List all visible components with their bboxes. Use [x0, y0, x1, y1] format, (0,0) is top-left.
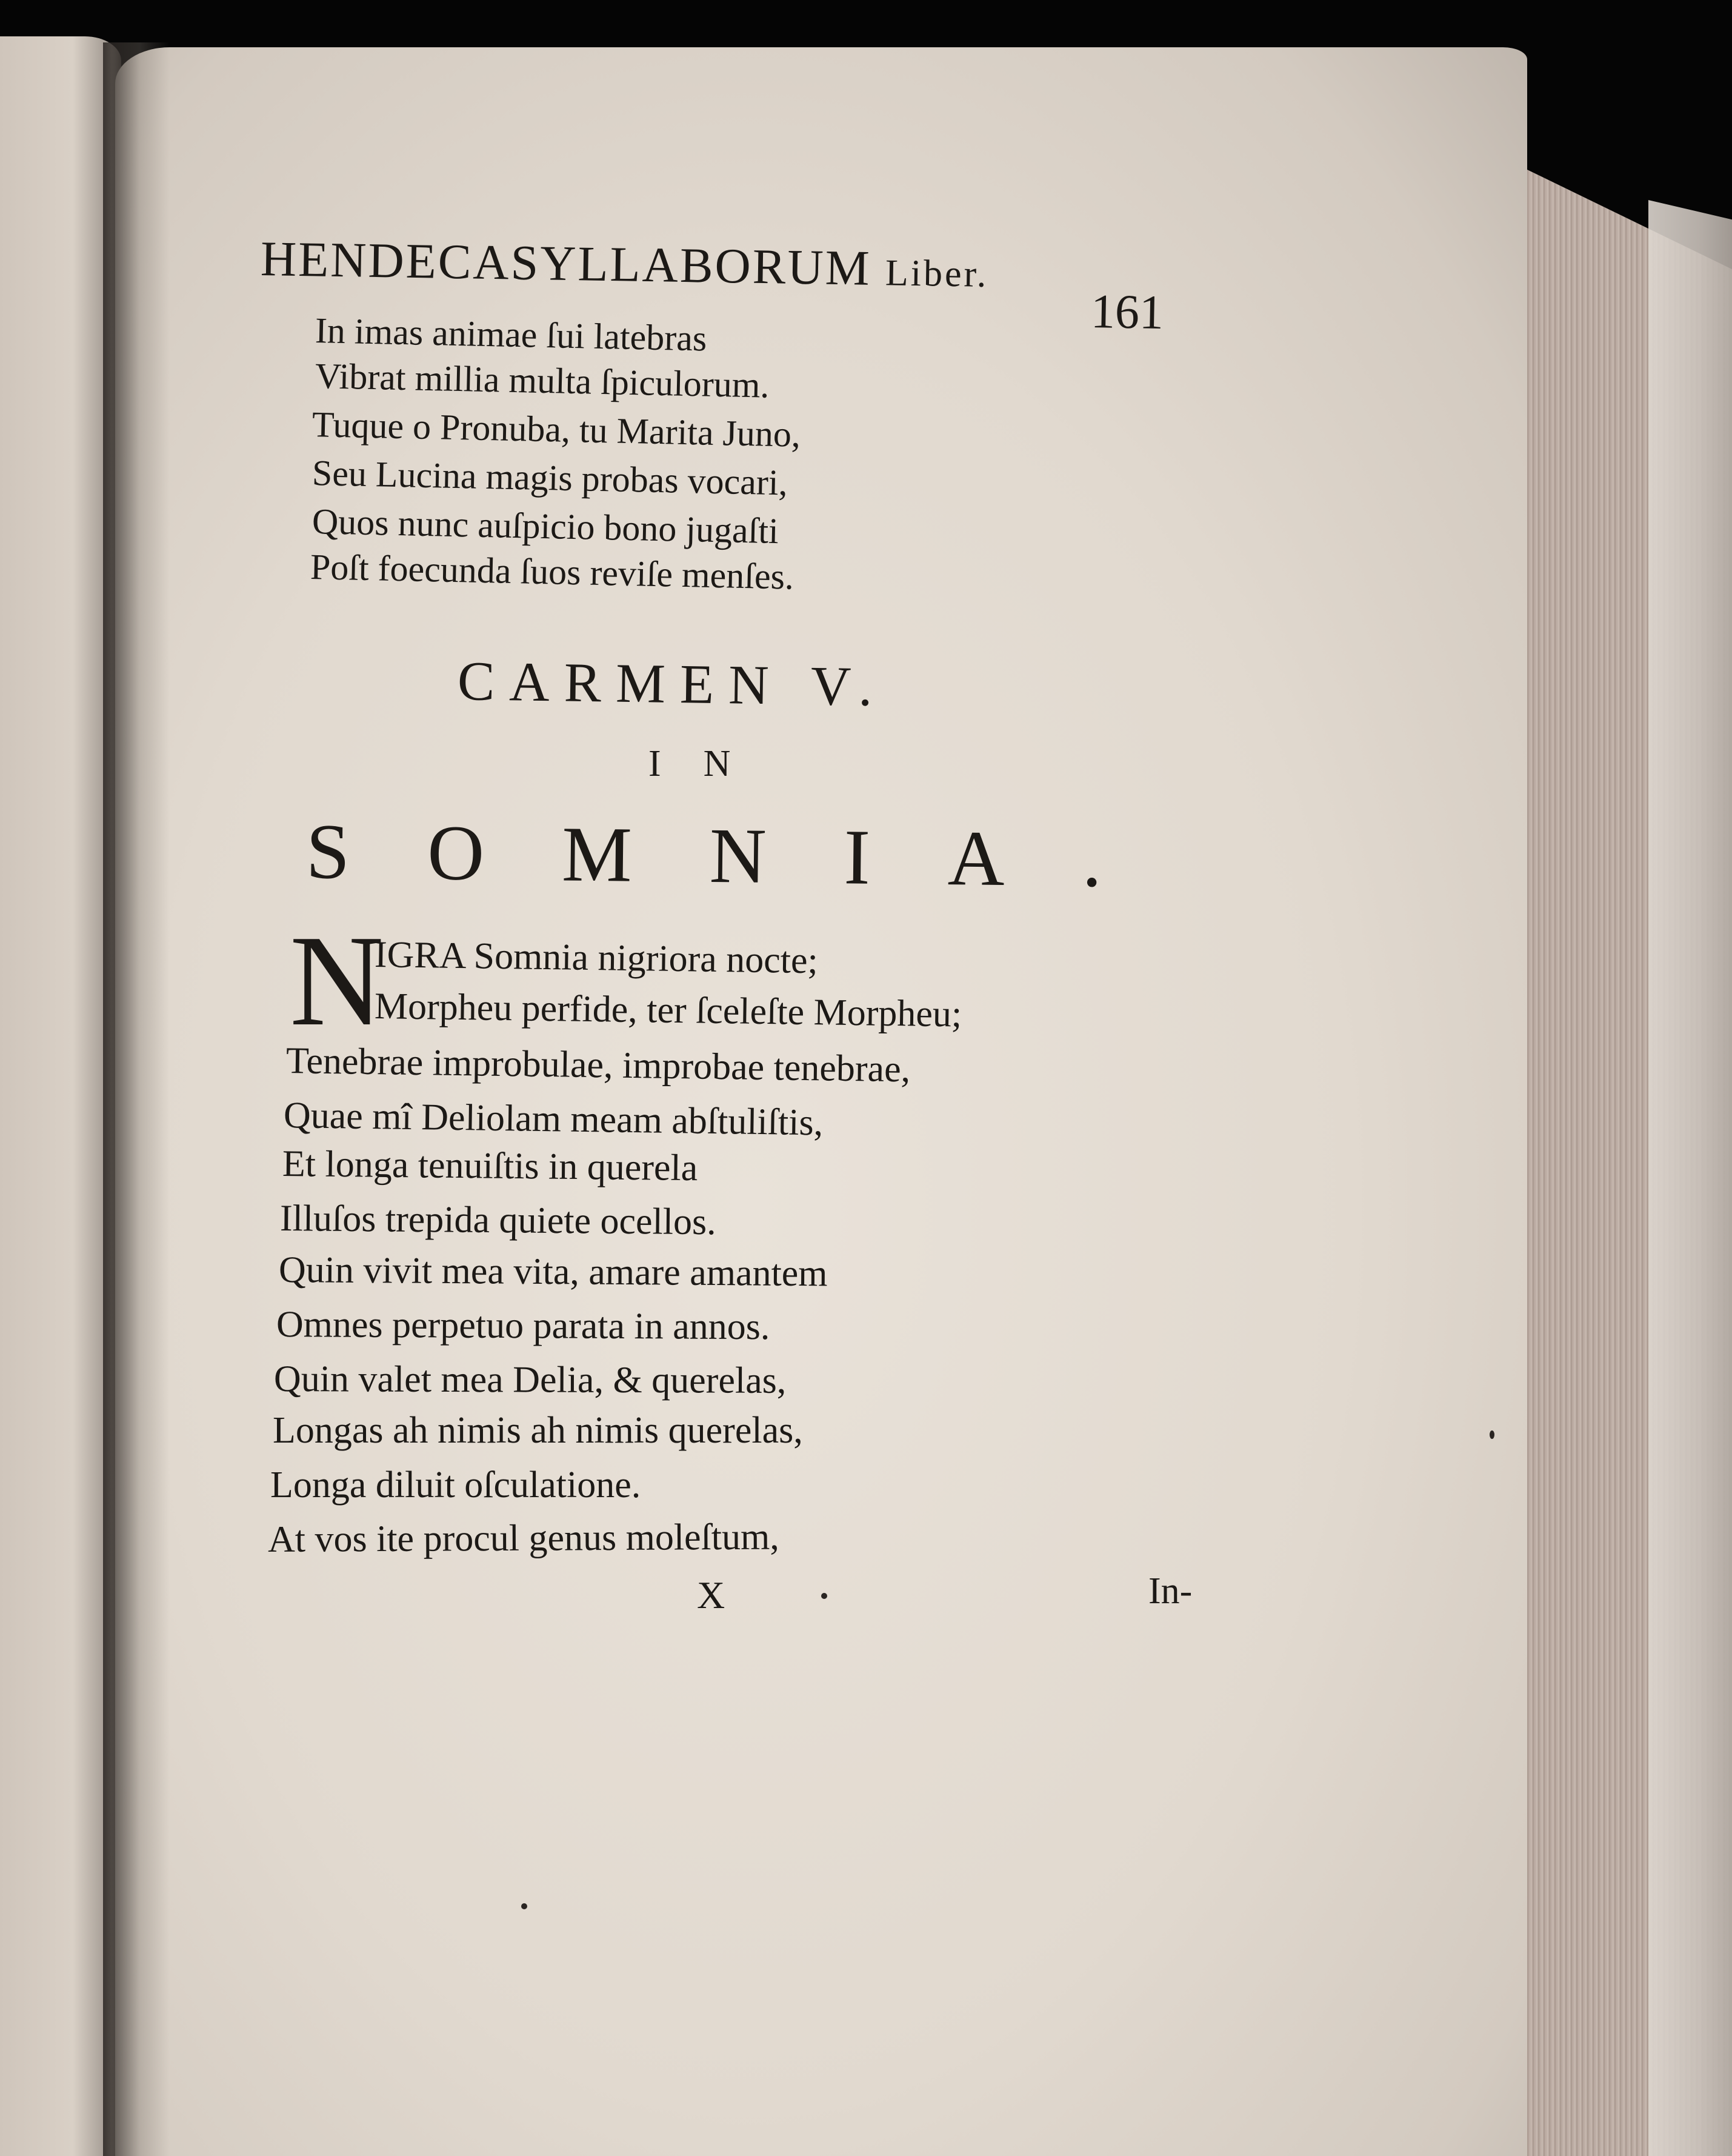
poem-line: Morpheu perfide, ter ſceleſte Morpheu;: [374, 986, 962, 1035]
verse-line: Quos nunc auſpicio bono jugaſti: [311, 501, 779, 552]
signature-mark: X: [697, 1574, 725, 1617]
book-cover-edge: [1648, 200, 1732, 2156]
poem-line: Longas ah nimis ah nimis querelas,: [273, 1410, 803, 1451]
poem-line: At vos ite procul genus moleſtum,: [267, 1516, 779, 1560]
catchword: In-: [1148, 1570, 1193, 1612]
poem-line: Illuſos trepida quiete ocellos.: [279, 1198, 716, 1243]
gutter-shadow: [103, 42, 170, 2156]
verse-line: In imas animae ſui latebras: [315, 310, 707, 359]
poem-line: Quin vivit mea vita, amare amantem: [278, 1249, 828, 1295]
poem-line: Longa diluit oſculatione.: [270, 1464, 641, 1506]
verse-line: Seu Lucina magis probas vocari,: [311, 453, 788, 503]
poem-line: Omnes perpetuo parata in annos.: [276, 1304, 770, 1348]
poem-line: Quin valet mea Delia, & querelas,: [273, 1358, 787, 1401]
page-number: 161: [1090, 284, 1164, 340]
ink-speck: [521, 1903, 527, 1909]
poem-line: Quae mî Deliolam meam abſtuliſtis,: [283, 1095, 824, 1144]
verse-line: Tuque o Pronuba, tu Marita Juno,: [311, 404, 801, 455]
ink-speck: [1490, 1430, 1494, 1439]
poem-line: Tenebrae improbulae, improbae tenebrae,: [285, 1040, 911, 1090]
running-head-title: HENDECASYLLABORUM: [260, 231, 872, 296]
poem-line: Et longa tenuiſtis in querela: [282, 1143, 698, 1189]
running-head: [260, 230, 989, 299]
running-head-liber: Liber.: [885, 252, 989, 295]
poem-heading-in: IN: [648, 743, 773, 784]
poem-title: SOMNIA.: [305, 808, 1181, 905]
poem-first-line: IGRA Somnia nigriora nocte;: [374, 934, 819, 982]
poem-number-heading: CARMEN V.: [457, 650, 888, 718]
verse-line: Vibrat millia multa ſpiculorum.: [315, 356, 770, 406]
ink-speck: [821, 1593, 827, 1599]
drop-cap: N: [290, 908, 384, 1053]
verse-line: Poſt foecunda ſuos reviſe menſes.: [310, 547, 794, 597]
